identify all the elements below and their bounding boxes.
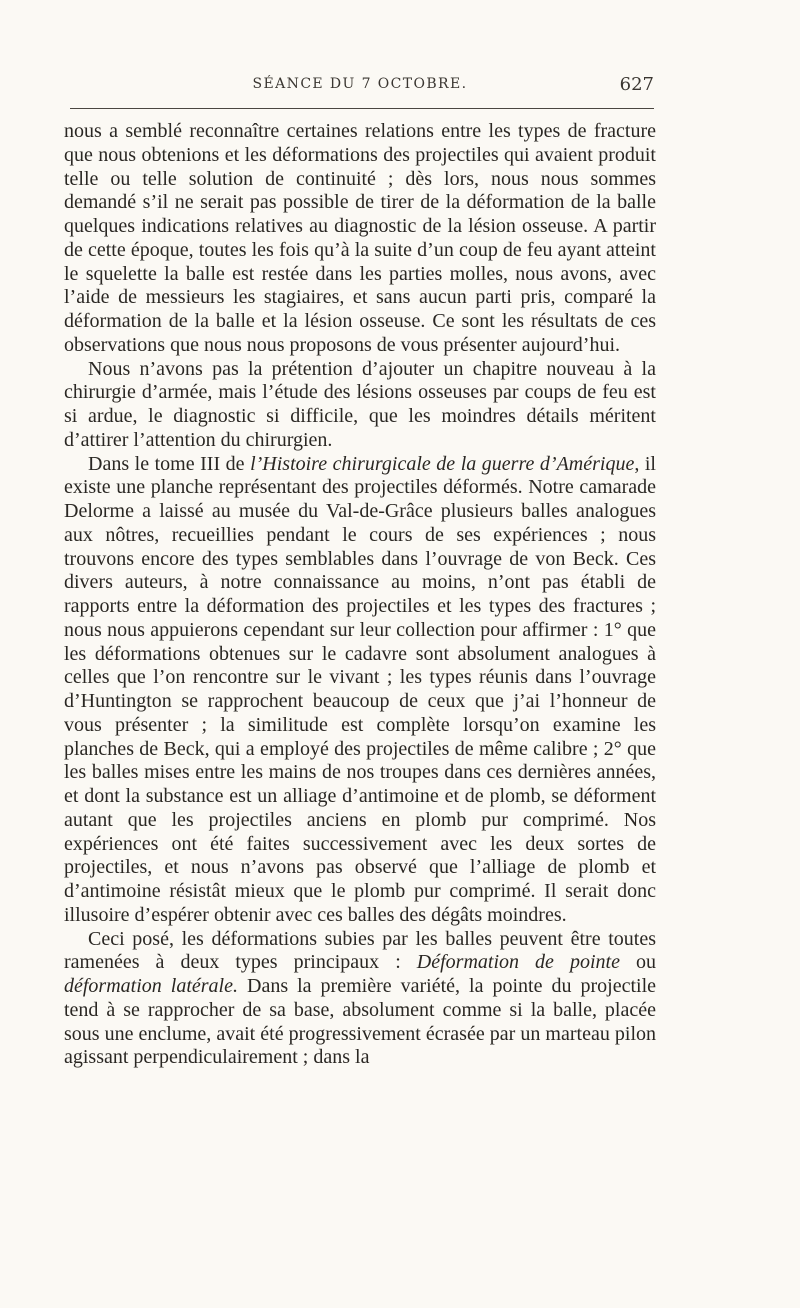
header-rule [70,108,654,109]
paragraph-text: nous a semblé reconnaître certaines relations entre les types de fracture que nous obtenions et les déformations des projectiles qui avaient produit telle ou telle solution de continuité ; dès lors, nous nous sommes demandé s’il ne serait pas possible de tirer de la déformation de la balle quelques indications relatives au diagnostic de la lésion osseuse. A partir de cette époque, toutes les fois qu’à la suite d’un coup de feu ayant atteint le squelette la balle est restée dans les parties molles, nous avons, avec l’aide de messieurs les stagiaires, et sans aucun parti pris, comparé la déformation de la balle et la lésion osseuse. Ce sont les résultats de ces observations que nous nous proposons de vous présenter aujourd’hui. [64,120,656,356]
italic-text: déformation latérale. [64,975,238,997]
paragraph [64,120,656,358]
italic-text: Déformation de pointe [416,951,620,974]
paragraph-text: , il existe une planche représentant des projectiles déformés. Notre camarade Delorme a laissé au musée du Val-de-Grâce plusieurs balles analogues aux nôtres, recueillies pendant le cours de ses expériences ; nous trouvons encore des types semblables dans l’ouvrage de von Beck. Ces divers auteurs, à notre connaissance au moins, n’ont pas établi de rapports entre la déformation des projectiles et les types des fractures ; nous nous appuierons cependant sur leur collection pour affirmer : 1° que les déformations obtenues sur le cadavre sont absolument analogues à celles que l’on rencontre sur le vivant ; les types réunis dans l’ouvrage d’Huntington se rapprochent beaucoup de ceux que j’ai l’honneur de vous présenter ; la similitude est complète lorsqu’on examine les planches de Beck, qui a employé des projectiles de même calibre ; 2° que les balles mises entre les mains de nos troupes dans ces dernières années, et dont la substance est un alliage d’antimoine et de plomb, se déforment autant que les projectiles anciens en plomb pur comprimé. Nos expériences ont été faites successivement avec les deux sortes de projectiles, et nous n’avons pas observé que l’alliage de plomb et d’antimoine résistât mieux que le plomb pur comprimé. Il serait donc illusoire d’espérer obtenir avec ces balles des dégâts moindres. [64,452,656,926]
paragraph [64,358,656,453]
paragraph-text: Dans le tome III de [88,452,251,475]
paragraph-text: Nous n’avons pas la prétention d’ajouter un chapitre nouveau à la chirurgie d’armée, mais l’étude des lésions osseuses par coups de feu est si ardue, le diagnostic si difficile, que les moindres détails méritent d’attirer l’attention du chirurgien. [64,357,656,451]
paragraph-text: Ceci posé, les déformations subies par les balles peuvent être toutes ramenées à deux types principaux : [64,927,656,974]
paragraph [64,928,656,1071]
italic-text: l’Histoire chirurgicale de la guerre d’Amérique [250,452,635,475]
paragraph-text: ou [619,951,657,974]
body-text [64,120,656,1070]
page-number: 627 [619,74,654,95]
paragraph [64,453,656,928]
running-head [66,74,654,102]
running-title: SÉANCE DU 7 OCTOBRE. [252,76,468,92]
paragraph-text: Dans la première variété, la pointe du projectile tend à se rapprocher de sa base, absolument comme si la balle, placée sous une enclume, avait été progressivement écrasée par un marteau pilon agissant perpendiculairement ; dans la [64,975,657,1069]
